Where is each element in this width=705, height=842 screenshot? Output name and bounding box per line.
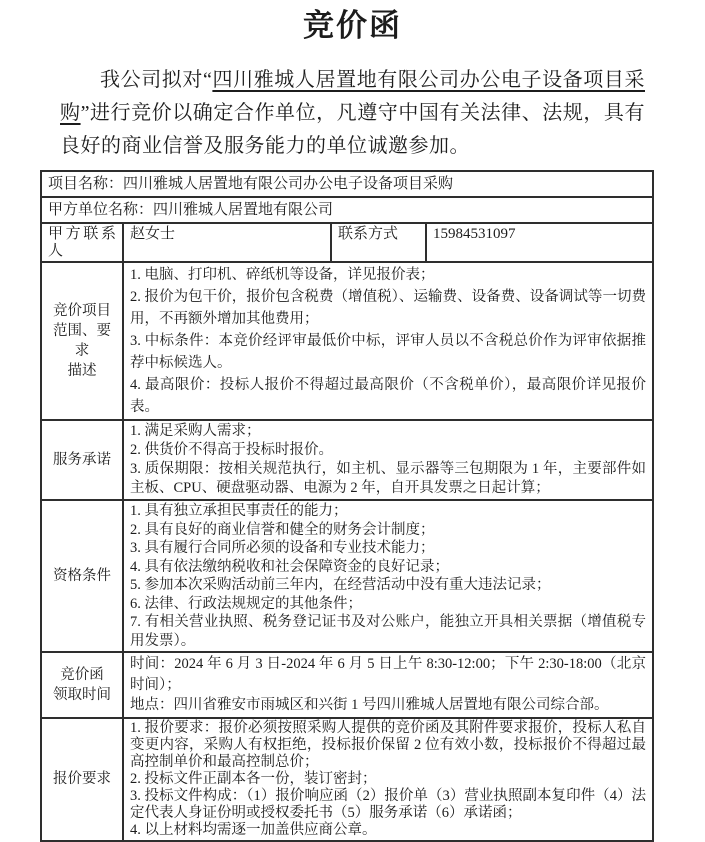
row-header-line: 资格条件 [53, 568, 111, 584]
bid-info-table [40, 170, 654, 842]
service-content-cell [123, 420, 653, 500]
content-line: 4. 最高限价：投标人报价不得超过最高限价（不含税单价），最高限价详见报价表。 [130, 377, 647, 415]
row-header-line: 竞价函 [60, 666, 104, 683]
collection-header-cell [41, 652, 123, 718]
collection-time-row [41, 652, 653, 718]
intro-paragraph [60, 64, 645, 163]
content-line: 2. 供货价不得高于投标时报价。 [130, 442, 333, 458]
content-line: 地点：四川省雅安市雨城区和兴街 1 号四川雅城人居置地有限公司综合部。 [130, 697, 609, 713]
party-a-cell: 甲方单位名称：四川雅城人居置地有限公司 [41, 197, 653, 223]
phone-number-cell: 15984531097 [426, 223, 653, 262]
row-header-line: 范围、要求 [53, 323, 111, 359]
content-line: 2. 投标文件正副本各一份，装订密封； [130, 770, 377, 787]
quotation-content-cell [123, 718, 653, 841]
content-line: 3. 中标条件：本竞价经评审最低价中标，评审人员以不含税总价作为评审依据推荐中标候选人。 [130, 333, 647, 371]
content-line: 5. 参加本次采购活动前三年内，在经营活动中没有重大违法记录； [130, 577, 551, 593]
content-line: 4. 以上材料均需逐一加盖供应商公章。 [130, 821, 377, 838]
content-line: 1. 电脑、打印机、碎纸机等设备，详见报价表； [130, 267, 435, 283]
quotation-header-cell [41, 718, 123, 841]
collection-content-cell [123, 652, 653, 718]
row-header-line: 描述 [67, 363, 97, 379]
content-line: 7. 有相关营业执照、税务登记证书及对公账户，能独立开具相关票据（增值税专用发票）。 [130, 614, 647, 649]
contact-label-cell: 甲方联系人 [41, 223, 123, 262]
service-commitment-row [41, 420, 653, 500]
content-line: 6. 法律、行政法规规定的其他条件； [130, 595, 362, 612]
scope-row [41, 262, 653, 420]
project-name-cell: 项目名称：四川雅城人居置地有限公司办公电子设备项目采购 [41, 171, 653, 197]
qualification-content-cell [123, 500, 653, 652]
intro-post: ”进行竞价以确定合作单位，凡遵守中国有关法律、法规，具有良好的商业信誉及服务能力的单位诚邀参加。 [60, 102, 645, 157]
service-header-cell [41, 420, 123, 500]
content-line: 3. 具有履行合同所必须的设备和专业技术能力； [130, 540, 435, 556]
contact-name-cell: 赵女士 [123, 223, 331, 262]
project-name-row [41, 171, 653, 197]
qualification-header-cell [41, 500, 123, 652]
bid-letter-document [0, 6, 705, 838]
quotation-requirements-row [41, 718, 653, 841]
scope-content-cell [123, 262, 653, 420]
content-line: 4. 具有依法缴纳税收和社会保障资金的良好记录； [130, 558, 449, 575]
content-line: 时间：2024 年 6 月 3 日-2024 年 6 月 5 日上午 8:30-12:00；下午 2:30-18:00（北京时间）； [130, 656, 647, 693]
project-name-underlined: 四川雅城人居置地有限公司办公电子设备项目采购 [60, 69, 645, 124]
row-header-line: 竞价项目 [53, 303, 111, 319]
content-line: 1. 具有独立承担民事责任的能力； [130, 503, 348, 519]
row-header-line: 领取时间 [53, 686, 111, 703]
page-title: 竞价函 [303, 8, 402, 43]
content-line: 2. 具有良好的商业信誉和健全的财务会计制度； [130, 521, 435, 538]
content-line: 3. 投标文件构成：（1）报价响应函（2）报价单（3）营业执照副本复印件（4）法定代表人身证份明或授权委托书（5）服务承诺（6）承诺函； [130, 787, 647, 821]
party-a-row [41, 197, 653, 223]
content-line: 3. 质保期限：按相关规范执行，如主机、显示器等三包期限为 1 年，主要部件如主板、CPU、硬盘驱动器、电源为 2 年，自开具发票之日起计算； [130, 461, 647, 496]
content-line: 1. 报价要求：报价必须按照采购人提供的竞价函及其附件要求报价，投标人私自变更内容，采购人有权拒绝，投标报价保留 2 位有效小数，投标报价不得超过最高控制单价和最高控制总价； [130, 719, 647, 770]
scope-header-cell [41, 262, 123, 420]
intro-pre: 我公司拟对“ [100, 69, 213, 91]
row-header-line: 报价要求 [53, 771, 111, 787]
row-header-line: 服务承诺 [53, 452, 111, 468]
content-line: 1. 满足采购人需求； [130, 423, 261, 439]
contact-row [41, 223, 653, 262]
qualification-row [41, 500, 653, 652]
phone-label-cell: 联系方式 [331, 223, 426, 262]
content-line: 2. 报价为包干价，报价包含税费（增值税）、运输费、设备费、设备调试等一切费用，不再额外增加其他费用； [130, 289, 647, 327]
